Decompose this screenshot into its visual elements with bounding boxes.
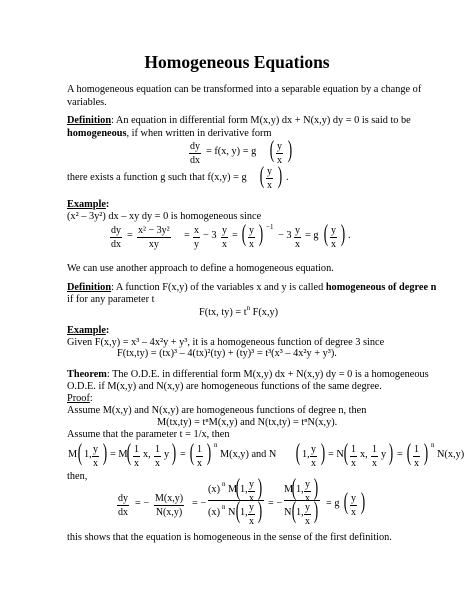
ex1-period: . xyxy=(348,230,351,241)
big-N-1: N xyxy=(268,449,277,460)
big-one-b: 1 xyxy=(155,444,160,455)
big-Nxy: N(x,y) xyxy=(437,449,465,460)
big-one-c: 1 xyxy=(197,444,202,455)
def2-eq-start: F(tx, ty) = t xyxy=(199,307,247,318)
big-rp-4: ) xyxy=(320,440,326,466)
proof-then: then, xyxy=(67,471,88,482)
big-eq-4: = xyxy=(397,449,403,460)
big-lp-5: ( xyxy=(343,440,349,466)
def1-right-paren: ) xyxy=(287,137,293,163)
big-1-over-x-b xyxy=(154,444,161,469)
example-2-line-2: F(tx,ty) = (tx)³ – 4(tx)²(ty) + (ty)³ = t³(x³ – 4x²y + y³). xyxy=(117,348,337,359)
big-xd: x xyxy=(351,458,356,469)
ex1-x2: x xyxy=(222,239,227,250)
ex1-dx: dx xyxy=(111,239,121,250)
big-one-f: 1 xyxy=(414,444,419,455)
ex1-x5: x xyxy=(331,239,336,250)
big-exp-n-1: n xyxy=(214,441,218,449)
conclusion-text: this shows that the equation is homogeneous in the sense of the first definition. xyxy=(67,532,392,543)
example-2-line-1: Given F(x,y) = x³ – 4x²y + y³, it is a homogeneous function of degree 3 since xyxy=(67,337,385,348)
ex1-main-fraction xyxy=(137,225,171,250)
example-1-line: (x² – 3y²) dx – xy dy = 0 is homogeneous since xyxy=(67,211,262,222)
big-eq-2: = xyxy=(180,449,186,460)
big-one-e: 1 xyxy=(372,444,377,455)
final-x-g: x xyxy=(351,507,356,518)
theorem-line-2: O.D.E. if M(x,y) and N(x,y) are homogeneous functions of the same degree. xyxy=(67,381,382,392)
example-2-label: Example xyxy=(67,325,106,336)
final-lp-g: ( xyxy=(343,489,349,515)
ex1-x3: x xyxy=(249,239,254,250)
big-rp-2: ) xyxy=(171,440,177,466)
ex1-y5: y xyxy=(331,225,336,236)
ex1-y-over-x-a xyxy=(221,225,228,250)
def1-exists-x: x xyxy=(267,180,272,191)
big-lp-3: ( xyxy=(189,440,195,466)
def1-equation-mid: = f(x, y) = g xyxy=(206,146,257,157)
final-N-bot: N xyxy=(228,507,236,518)
final-eq-g: = g xyxy=(326,498,340,509)
final2-lp-bot: ( xyxy=(291,498,297,524)
definition-2-text: : A function F(x,y) of the variables x and y is called xyxy=(111,282,324,293)
def1-exists-period: . xyxy=(286,172,289,183)
big-Mxy-text: M(x,y) xyxy=(220,449,249,460)
final-M-over-N xyxy=(154,493,184,518)
theorem-label: Theorem xyxy=(67,369,107,380)
definition-2-centered xyxy=(199,303,279,319)
final2-one-top: 1, xyxy=(296,484,304,495)
big-y-2: y xyxy=(311,444,316,455)
ex1-dy: dy xyxy=(111,225,121,236)
proof-centered-eq: M(tx,ty) = tⁿM(x,y) and N(tx,ty) = tⁿN(x,y). xyxy=(157,417,338,428)
page-title: Homogeneous Equations xyxy=(144,52,330,72)
final-dx: dx xyxy=(118,507,128,518)
def1-dy: dy xyxy=(190,141,200,152)
big-1-over-x-c xyxy=(196,444,203,469)
big-exp-n-2: n xyxy=(431,441,435,449)
big-M-1: M xyxy=(68,449,78,460)
definition-1-text-1: : An equation in differential form M(x,y) dx + N(x,y) dy = 0 is said to be xyxy=(111,115,411,126)
def1-x: x xyxy=(277,155,282,166)
def1-exists-text: there exists a function g such that f(x,y) = g xyxy=(67,172,247,183)
big-1-over-x-f xyxy=(413,444,420,469)
final-dy: dy xyxy=(118,493,128,504)
def1-left-paren: ( xyxy=(269,137,275,163)
final-exp-bot: n xyxy=(222,503,226,511)
final-eq-minus-2: = − xyxy=(192,498,207,509)
big-1-over-x-d xyxy=(350,444,357,469)
definition-1-line-2 xyxy=(67,128,271,140)
final-xn-top: (x) xyxy=(208,484,221,495)
ex1-eq-3: = xyxy=(232,230,238,241)
big-y-over-x-2 xyxy=(310,444,317,469)
theorem-line-1 xyxy=(67,369,429,381)
def1-dx: dx xyxy=(190,155,200,166)
ex1-left-paren-b: ( xyxy=(323,221,329,247)
big-y-b: y xyxy=(164,449,170,460)
definition-2-bold: homogeneous of degree n xyxy=(325,282,437,293)
ex1-y-over-x-c xyxy=(294,225,301,250)
def1-exists-y-over-x xyxy=(266,166,273,191)
ex1-eq-1: = xyxy=(127,230,133,241)
final2-y-bot: y xyxy=(305,502,310,513)
ex1-eq-2: = xyxy=(184,230,190,241)
final-minus-2: − xyxy=(200,498,207,509)
final-xn-bot: (x) xyxy=(208,507,221,518)
ex1-exp-neg1: −1 xyxy=(266,223,274,231)
final2-y-top: y xyxy=(305,479,310,490)
ex1-eq-g: = g xyxy=(305,230,319,241)
ex1-minus3-a: − 3 xyxy=(203,230,217,241)
definition-1-bold-word: homogeneous xyxy=(67,128,127,139)
big-rp-5: ) xyxy=(388,440,394,466)
intro-line-1: A homogeneous equation can be transformed into a separable equation by a change of xyxy=(67,84,422,95)
def1-exists-left-paren: ( xyxy=(259,163,265,189)
big-rp-6: ) xyxy=(423,440,429,466)
ex1-y-over-x-b xyxy=(248,225,255,250)
ex1-x1: x xyxy=(194,225,199,236)
big-1-over-x-a xyxy=(133,444,140,469)
big-xcomma-d: x, xyxy=(360,449,368,460)
ex1-right-paren-a: ) xyxy=(258,221,264,247)
final-one-bot: 1, xyxy=(240,507,248,518)
final-y-bot: y xyxy=(249,502,254,513)
final-eq-minus-1: = − xyxy=(135,498,150,509)
final-Nxy: N(x,y) xyxy=(155,507,183,518)
proof-assume-2: Assume that the parameter t = 1/x, then xyxy=(67,429,230,440)
proof-heading xyxy=(67,393,93,405)
proof-assume-1: Assume M(x,y) and N(x,y) are homogeneous functions of degree n, then xyxy=(67,405,367,416)
ex1-x-over-y xyxy=(193,225,200,250)
approach-text: We can use another approach to define a homogeneous equation. xyxy=(67,263,334,274)
definition-2-line-1 xyxy=(67,282,436,294)
final-x-bot: x xyxy=(249,516,254,527)
final-M-top: M xyxy=(228,484,238,495)
proof-label: Proof xyxy=(67,393,90,404)
ex1-y3: y xyxy=(249,225,254,236)
final-y-g: y xyxy=(351,493,356,504)
big-xcomma-a: x, xyxy=(143,449,151,460)
intro-line-2: variables. xyxy=(67,97,107,108)
ex1-y4: y xyxy=(295,225,300,236)
final-one-top: 1, xyxy=(240,484,248,495)
ex1-main-num: x² − 3y² xyxy=(138,225,170,236)
final2-x-bot: x xyxy=(305,516,310,527)
big-M-2: M xyxy=(118,449,128,460)
final2-N-bot: N xyxy=(284,507,292,518)
example-1-heading: Example: xyxy=(67,199,110,210)
final-yx-bot xyxy=(248,502,255,527)
final2-rp-top: ) xyxy=(313,475,319,501)
final-dydx xyxy=(117,493,129,518)
big-one-d: 1 xyxy=(351,444,356,455)
big-lp-2: ( xyxy=(126,440,132,466)
ex1-x4: x xyxy=(295,239,300,250)
big-and: and xyxy=(251,449,267,460)
big-1-over-x-e xyxy=(371,444,378,469)
big-rp-1: ) xyxy=(102,440,108,466)
definition-1-label: Definition xyxy=(67,115,112,126)
final-rp-bot: ) xyxy=(257,498,263,524)
ex1-y2: y xyxy=(222,225,227,236)
example-1-label: Example xyxy=(67,199,106,210)
final-exp-top: n xyxy=(222,480,226,488)
big-x-1: x xyxy=(93,458,98,469)
big-y-1: y xyxy=(93,444,98,455)
ex1-right-paren-b: ) xyxy=(340,221,346,247)
big-eq-3: = N xyxy=(328,449,344,460)
def2-exp-n: n xyxy=(246,303,251,312)
final-big-fraction xyxy=(208,475,264,527)
big-y-e: y xyxy=(381,449,387,460)
big-N-2: N xyxy=(336,449,344,460)
ex1-main-den: xy xyxy=(148,239,159,250)
big-xc: x xyxy=(197,458,202,469)
big-one-2: 1, xyxy=(302,449,310,460)
theorem-text-1: : The O.D.E. in differential form M(x,y) dx + N(x,y) dy = 0 is a homogeneous xyxy=(106,369,429,380)
example-2-heading: Example: xyxy=(67,325,110,336)
final-Mxy: M(x,y) xyxy=(155,493,184,504)
final-y-top: y xyxy=(249,479,254,490)
ex1-y-over-x-d xyxy=(330,225,337,250)
big-one-a: 1 xyxy=(134,444,139,455)
def1-dydx-fraction xyxy=(189,141,201,166)
big-lp-1: ( xyxy=(77,440,83,466)
ex1-minus-b: − xyxy=(278,230,284,241)
ex1-minus3-b: − 3 xyxy=(278,230,292,241)
final-minus-3: − xyxy=(276,498,283,509)
big-xf: x xyxy=(414,458,419,469)
ex1-left-paren-a: ( xyxy=(241,221,247,247)
def1-exists-y: y xyxy=(267,166,272,177)
final2-rp-bot: ) xyxy=(313,498,319,524)
final2-M-top: M xyxy=(284,484,294,495)
final-rp-top: ) xyxy=(257,475,263,501)
final2-one-bot: 1, xyxy=(296,507,304,518)
final-lp-top: ( xyxy=(235,475,241,501)
final2-yx-bot xyxy=(304,502,311,527)
definition-1-line-1 xyxy=(67,115,411,127)
final-eq-minus-3: = − xyxy=(268,498,283,509)
big-eq-1: = M xyxy=(110,449,128,460)
final-small-fraction xyxy=(284,475,320,527)
big-xb: x xyxy=(155,458,160,469)
ex1-dydx-fraction xyxy=(110,225,122,250)
final-x-top: x xyxy=(249,493,254,504)
big-xe: x xyxy=(372,458,377,469)
final-rp-g: ) xyxy=(360,489,366,515)
big-one-1: 1, xyxy=(84,449,92,460)
final2-x-top: x xyxy=(305,493,310,504)
ex1-minus-a: − xyxy=(203,230,209,241)
final-minus-1: − xyxy=(143,498,150,509)
proof-colon: : xyxy=(89,393,93,404)
big-Mxy xyxy=(220,449,276,461)
final-yx-g xyxy=(350,493,357,518)
final-lp-bot: ( xyxy=(235,498,241,524)
big-rp-3: ) xyxy=(206,440,212,466)
definition-2-label: Definition xyxy=(67,282,112,293)
big-y-over-x-1 xyxy=(92,444,99,469)
def2-eq-tail: F(x,y) xyxy=(250,307,279,318)
def1-y: y xyxy=(277,141,282,152)
ex1-y1: y xyxy=(194,239,199,250)
big-lp-6: ( xyxy=(406,440,412,466)
final2-lp-top: ( xyxy=(291,475,297,501)
def1-exists-right-paren: ) xyxy=(277,163,283,189)
definition-1-text-2: , if when written in derivative form xyxy=(126,128,272,139)
big-xa: x xyxy=(134,458,139,469)
big-lp-4: ( xyxy=(295,440,301,466)
definition-2-line-2: if for any parameter t xyxy=(67,294,155,305)
big-x-2: x xyxy=(311,458,316,469)
